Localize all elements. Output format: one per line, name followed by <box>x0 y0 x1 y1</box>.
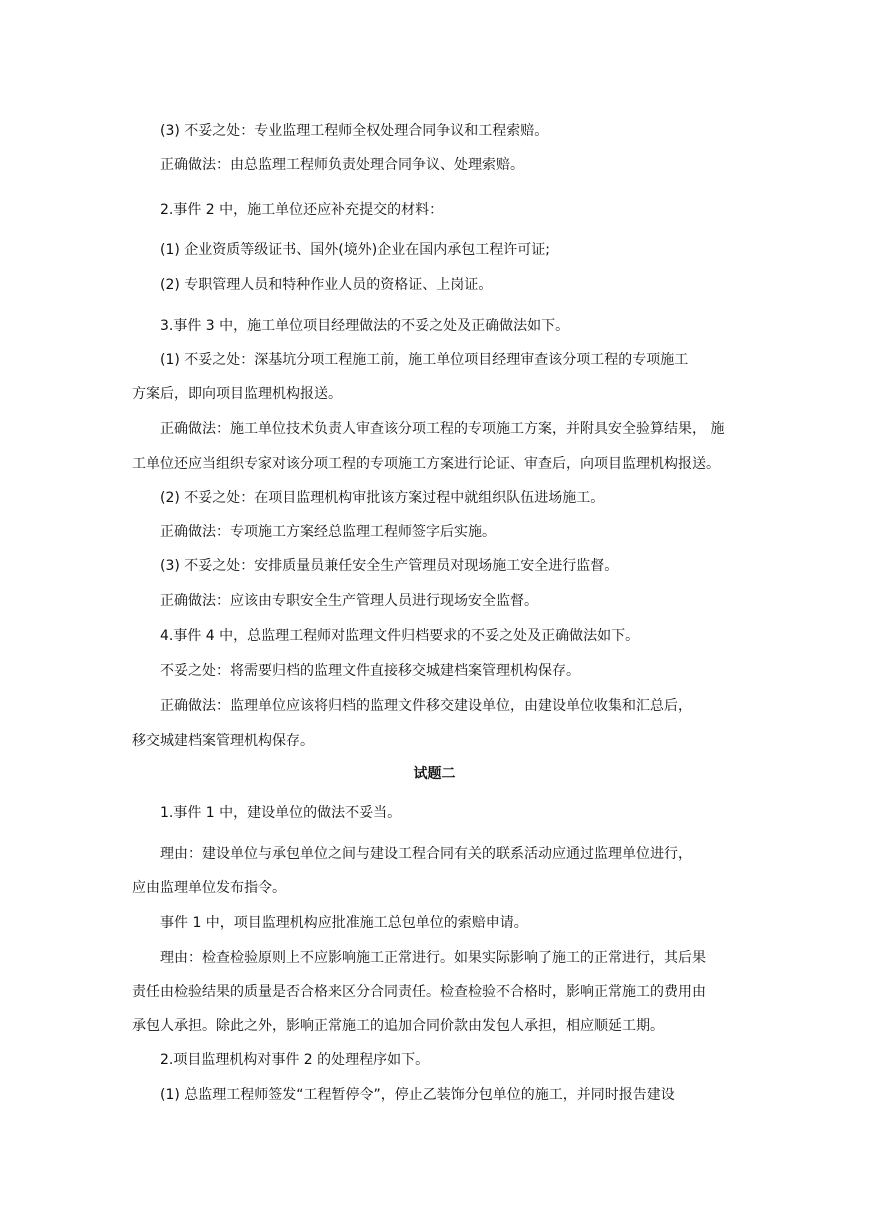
text-line: 正确做法：由总监理工程师负责处理合同争议、处理索赔。 <box>160 157 524 173</box>
text-line: 3.事件 3 中，施工单位项目经理做法的不妥之处及正确做法如下。 <box>160 318 570 334</box>
text-line: 正确做法：应该由专职安全生产管理人员进行现场安全监督。 <box>160 593 538 609</box>
text-line: 1.事件 1 中，建设单位的做法不妥当。 <box>160 805 402 821</box>
text-line: (2) 专职管理人员和特种作业人员的资格证、上岗证。 <box>160 277 493 293</box>
text-line: 应由监理单位发布指令。 <box>132 880 286 896</box>
text-line: 方案后，即向项目监理机构报送。 <box>132 386 342 402</box>
text-line: (2) 不妥之处：在项目监理机构审批该方案过程中就组织队伍进场施工。 <box>160 490 605 506</box>
text-line: (1) 不妥之处：深基坑分项工程施工前，施工单位项目经理审查该分项工程的专项施工 <box>160 352 689 368</box>
text-line: 理由：建设单位与承包单位之间与建设工程合同有关的联系活动应通过监理单位进行， <box>160 846 692 862</box>
text-line: 2.项目监理机构对事件 2 的处理程序如下。 <box>160 1052 430 1068</box>
text-line: (3) 不妥之处：专业监理工程师全权处理合同争议和工程索赔。 <box>160 123 549 139</box>
text-line: 正确做法：专项施工方案经总监理工程师签字后实施。 <box>160 524 496 540</box>
text-line: 移交城建档案管理机构保存。 <box>132 733 314 749</box>
text-line: 责任由检验结果的质量是否合格来区分合同责任。检查检验不合格时，影响正常施工的费用由 <box>132 984 706 1000</box>
text-line: 承包人承担。除此之外，影响正常施工的追加合同价款由发包人承担，相应顺延工期。 <box>132 1018 664 1034</box>
text-line: (3) 不妥之处：安排质量员兼任安全生产管理员对现场施工安全进行监督。 <box>160 558 619 574</box>
text-line: 事件 1 中，项目监理机构应批准施工总包单位的索赔申请。 <box>160 915 528 931</box>
section-heading: 试题二 <box>413 766 456 782</box>
text-line: (1) 企业资质等级证书、国外(境外)企业在国内承包工程许可证; <box>160 242 550 258</box>
text-line: 不妥之处：将需要归档的监理文件直接移交城建档案管理机构保存。 <box>160 663 580 679</box>
text-line: 工单位还应当组织专家对该分项工程的专项施工方案进行论证、审查后，向项目监理机构报送。 <box>132 456 720 472</box>
text-line: 正确做法：施工单位技术负责人审查该分项工程的专项施工方案，并附具安全验算结果， 施 <box>160 421 725 437</box>
text-line: 正确做法：监理单位应该将归档的监理文件移交建设单位，由建设单位收集和汇总后， <box>160 698 692 714</box>
text-line: 理由：检查检验原则上不应影响施工正常进行。如果实际影响了施工的正常进行，其后果 <box>160 950 706 966</box>
text-line: (1) 总监理工程师签发“工程暂停令”，停止乙装饰分包单位的施工，并同时报告建设 <box>160 1087 675 1103</box>
text-line: 2.事件 2 中，施工单位还应补充提交的材料： <box>160 202 444 218</box>
text-line: 4.事件 4 中，总监理工程师对监理文件归档要求的不妥之处及正确做法如下。 <box>160 628 640 644</box>
